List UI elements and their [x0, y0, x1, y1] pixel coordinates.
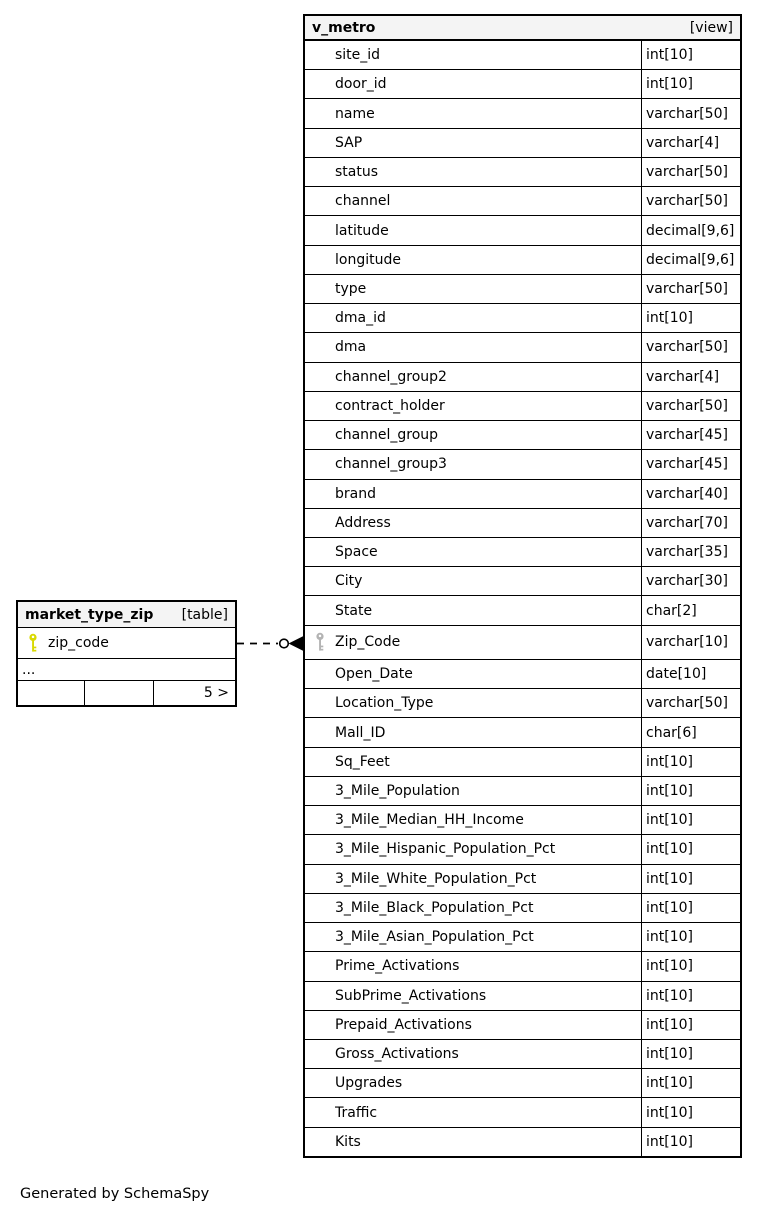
column-name: latitude: [335, 222, 389, 239]
table-row: [305, 776, 740, 805]
ellipsis-row: ...: [18, 658, 235, 680]
table-row: [18, 628, 235, 658]
table-header: [305, 16, 740, 41]
column-name: Prime_Activations: [335, 958, 460, 975]
column-name: status: [335, 164, 379, 181]
column-name: Sq_Feet: [335, 753, 390, 770]
column-name: Mall_ID: [335, 724, 386, 741]
table-row: [305, 537, 740, 566]
table-row: [305, 893, 740, 922]
column-type: varchar[50]: [641, 158, 740, 186]
column-type: varchar[50]: [641, 689, 740, 717]
column-name: zip_code: [48, 635, 109, 651]
column-name: Location_Type: [335, 695, 434, 712]
column-type: decimal[9,6]: [641, 246, 740, 274]
column-type: varchar[45]: [641, 421, 740, 449]
table-row: [305, 951, 740, 980]
column-type: int[10]: [641, 777, 740, 805]
column-name: channel: [335, 193, 391, 210]
column-type: varchar[40]: [641, 480, 740, 508]
column-name: State: [335, 602, 373, 619]
column-name: 3_Mile_White_Population_Pct: [335, 870, 537, 887]
table-row: [305, 332, 740, 361]
table-row: [305, 420, 740, 449]
column-name: 3_Mile_Population: [335, 782, 460, 799]
column-type: int[10]: [641, 1098, 740, 1126]
column-type: int[10]: [641, 835, 740, 863]
table-row: [305, 41, 740, 69]
table-row: [305, 157, 740, 186]
crowfoot-arrow-endpoint: [289, 636, 305, 651]
table-row: [305, 688, 740, 717]
column-name: dma: [335, 339, 367, 356]
table-row: [305, 362, 740, 391]
column-type: varchar[50]: [641, 333, 740, 361]
column-name: 3_Mile_Median_HH_Income: [335, 812, 524, 829]
schemaspy-credit: Generated by SchemaSpy: [20, 1186, 210, 1202]
column-type: varchar[4]: [641, 363, 740, 391]
footer-cell: [18, 681, 85, 705]
column-type: varchar[70]: [641, 509, 740, 537]
table-row: [305, 391, 740, 420]
table-row: [305, 1039, 740, 1068]
column-name: Kits: [335, 1133, 361, 1150]
footer-cell: [85, 681, 154, 705]
column-name: name: [335, 105, 375, 122]
column-name: SAP: [335, 134, 363, 151]
table-row: [305, 922, 740, 951]
table-header: [18, 602, 235, 628]
table-row: [305, 1097, 740, 1126]
column-name: brand: [335, 485, 376, 502]
table-v-metro[interactable]: [303, 14, 742, 1158]
column-type: char[2]: [641, 596, 740, 624]
column-name: channel_group2: [335, 368, 447, 385]
table-row: [305, 449, 740, 478]
column-name: Gross_Activations: [335, 1046, 459, 1063]
column-type: int[10]: [641, 923, 740, 951]
column-type: varchar[35]: [641, 538, 740, 566]
column-type: date[10]: [641, 660, 740, 688]
column-name: dma_id: [335, 310, 386, 327]
table-row: [305, 981, 740, 1010]
table-row: [305, 834, 740, 863]
table-kind-badge: [table]: [181, 606, 228, 623]
relationship-connector: [237, 631, 304, 656]
table-title[interactable]: v_metro: [312, 19, 376, 36]
column-type: varchar[50]: [641, 392, 740, 420]
column-type: int[10]: [641, 1128, 740, 1156]
column-type: char[6]: [641, 718, 740, 746]
column-type: varchar[30]: [641, 567, 740, 595]
column-rows: [18, 628, 235, 658]
column-name: Upgrades: [335, 1075, 403, 1092]
table-row: [305, 747, 740, 776]
table-kind-badge: [view]: [689, 19, 733, 36]
column-type: varchar[10]: [641, 626, 740, 659]
column-name: contract_holder: [335, 397, 445, 414]
foreign-key-icon: [305, 632, 335, 653]
table-row: [305, 128, 740, 157]
table-row: [305, 245, 740, 274]
table-row: [305, 864, 740, 893]
table-row: [305, 1010, 740, 1039]
table-row: [305, 215, 740, 244]
table-title[interactable]: market_type_zip: [25, 606, 154, 623]
column-type: int[10]: [641, 865, 740, 893]
table-row: [305, 69, 740, 98]
table-row: [305, 595, 740, 624]
table-footer: [18, 680, 235, 705]
column-name: 3_Mile_Asian_Population_Pct: [335, 929, 534, 946]
column-type: varchar[50]: [641, 275, 740, 303]
column-type: int[10]: [641, 952, 740, 980]
column-name: SubPrime_Activations: [335, 987, 487, 1004]
column-name: Address: [335, 514, 391, 531]
column-type: int[10]: [641, 41, 740, 69]
column-name: 3_Mile_Black_Population_Pct: [335, 899, 534, 916]
column-type: int[10]: [641, 1011, 740, 1039]
column-name: Space: [335, 544, 378, 561]
footer-cell: 5 >: [203, 685, 229, 701]
column-type: int[10]: [641, 982, 740, 1010]
table-row: [305, 625, 740, 659]
column-name: longitude: [335, 251, 401, 268]
table-row: [305, 186, 740, 215]
column-type: int[10]: [641, 1069, 740, 1097]
table-row: [305, 659, 740, 688]
column-type: int[10]: [641, 894, 740, 922]
column-type: int[10]: [641, 1040, 740, 1068]
table-row: [305, 566, 740, 595]
table-row: [305, 805, 740, 834]
primary-key-icon: [18, 633, 48, 654]
table-row: [305, 1127, 740, 1156]
table-row: [305, 717, 740, 746]
column-type: varchar[4]: [641, 129, 740, 157]
column-type: int[10]: [641, 304, 740, 332]
table-market-type-zip[interactable]: [16, 600, 237, 707]
column-name: channel_group: [335, 427, 439, 444]
column-name: door_id: [335, 76, 387, 93]
column-type: int[10]: [641, 70, 740, 98]
column-type: decimal[9,6]: [641, 216, 740, 244]
table-row: [305, 303, 740, 332]
column-type: varchar[50]: [641, 99, 740, 127]
column-name: Zip_Code: [335, 634, 401, 651]
column-name: Prepaid_Activations: [335, 1016, 472, 1033]
table-row: [305, 274, 740, 303]
column-type: varchar[50]: [641, 187, 740, 215]
column-name: site_id: [335, 47, 381, 64]
column-name: channel_group3: [335, 456, 447, 473]
column-name: City: [335, 573, 363, 590]
column-name: Traffic: [335, 1104, 378, 1121]
column-name: Open_Date: [335, 666, 413, 683]
column-name: type: [335, 280, 367, 297]
table-row: [305, 98, 740, 127]
zero-circle-endpoint: [280, 639, 289, 648]
column-type: int[10]: [641, 748, 740, 776]
column-type: int[10]: [641, 806, 740, 834]
column-type: varchar[45]: [641, 450, 740, 478]
column-name: 3_Mile_Hispanic_Population_Pct: [335, 841, 556, 858]
column-rows: [305, 41, 740, 1156]
table-row: [305, 508, 740, 537]
table-row: [305, 1068, 740, 1097]
table-row: [305, 479, 740, 508]
